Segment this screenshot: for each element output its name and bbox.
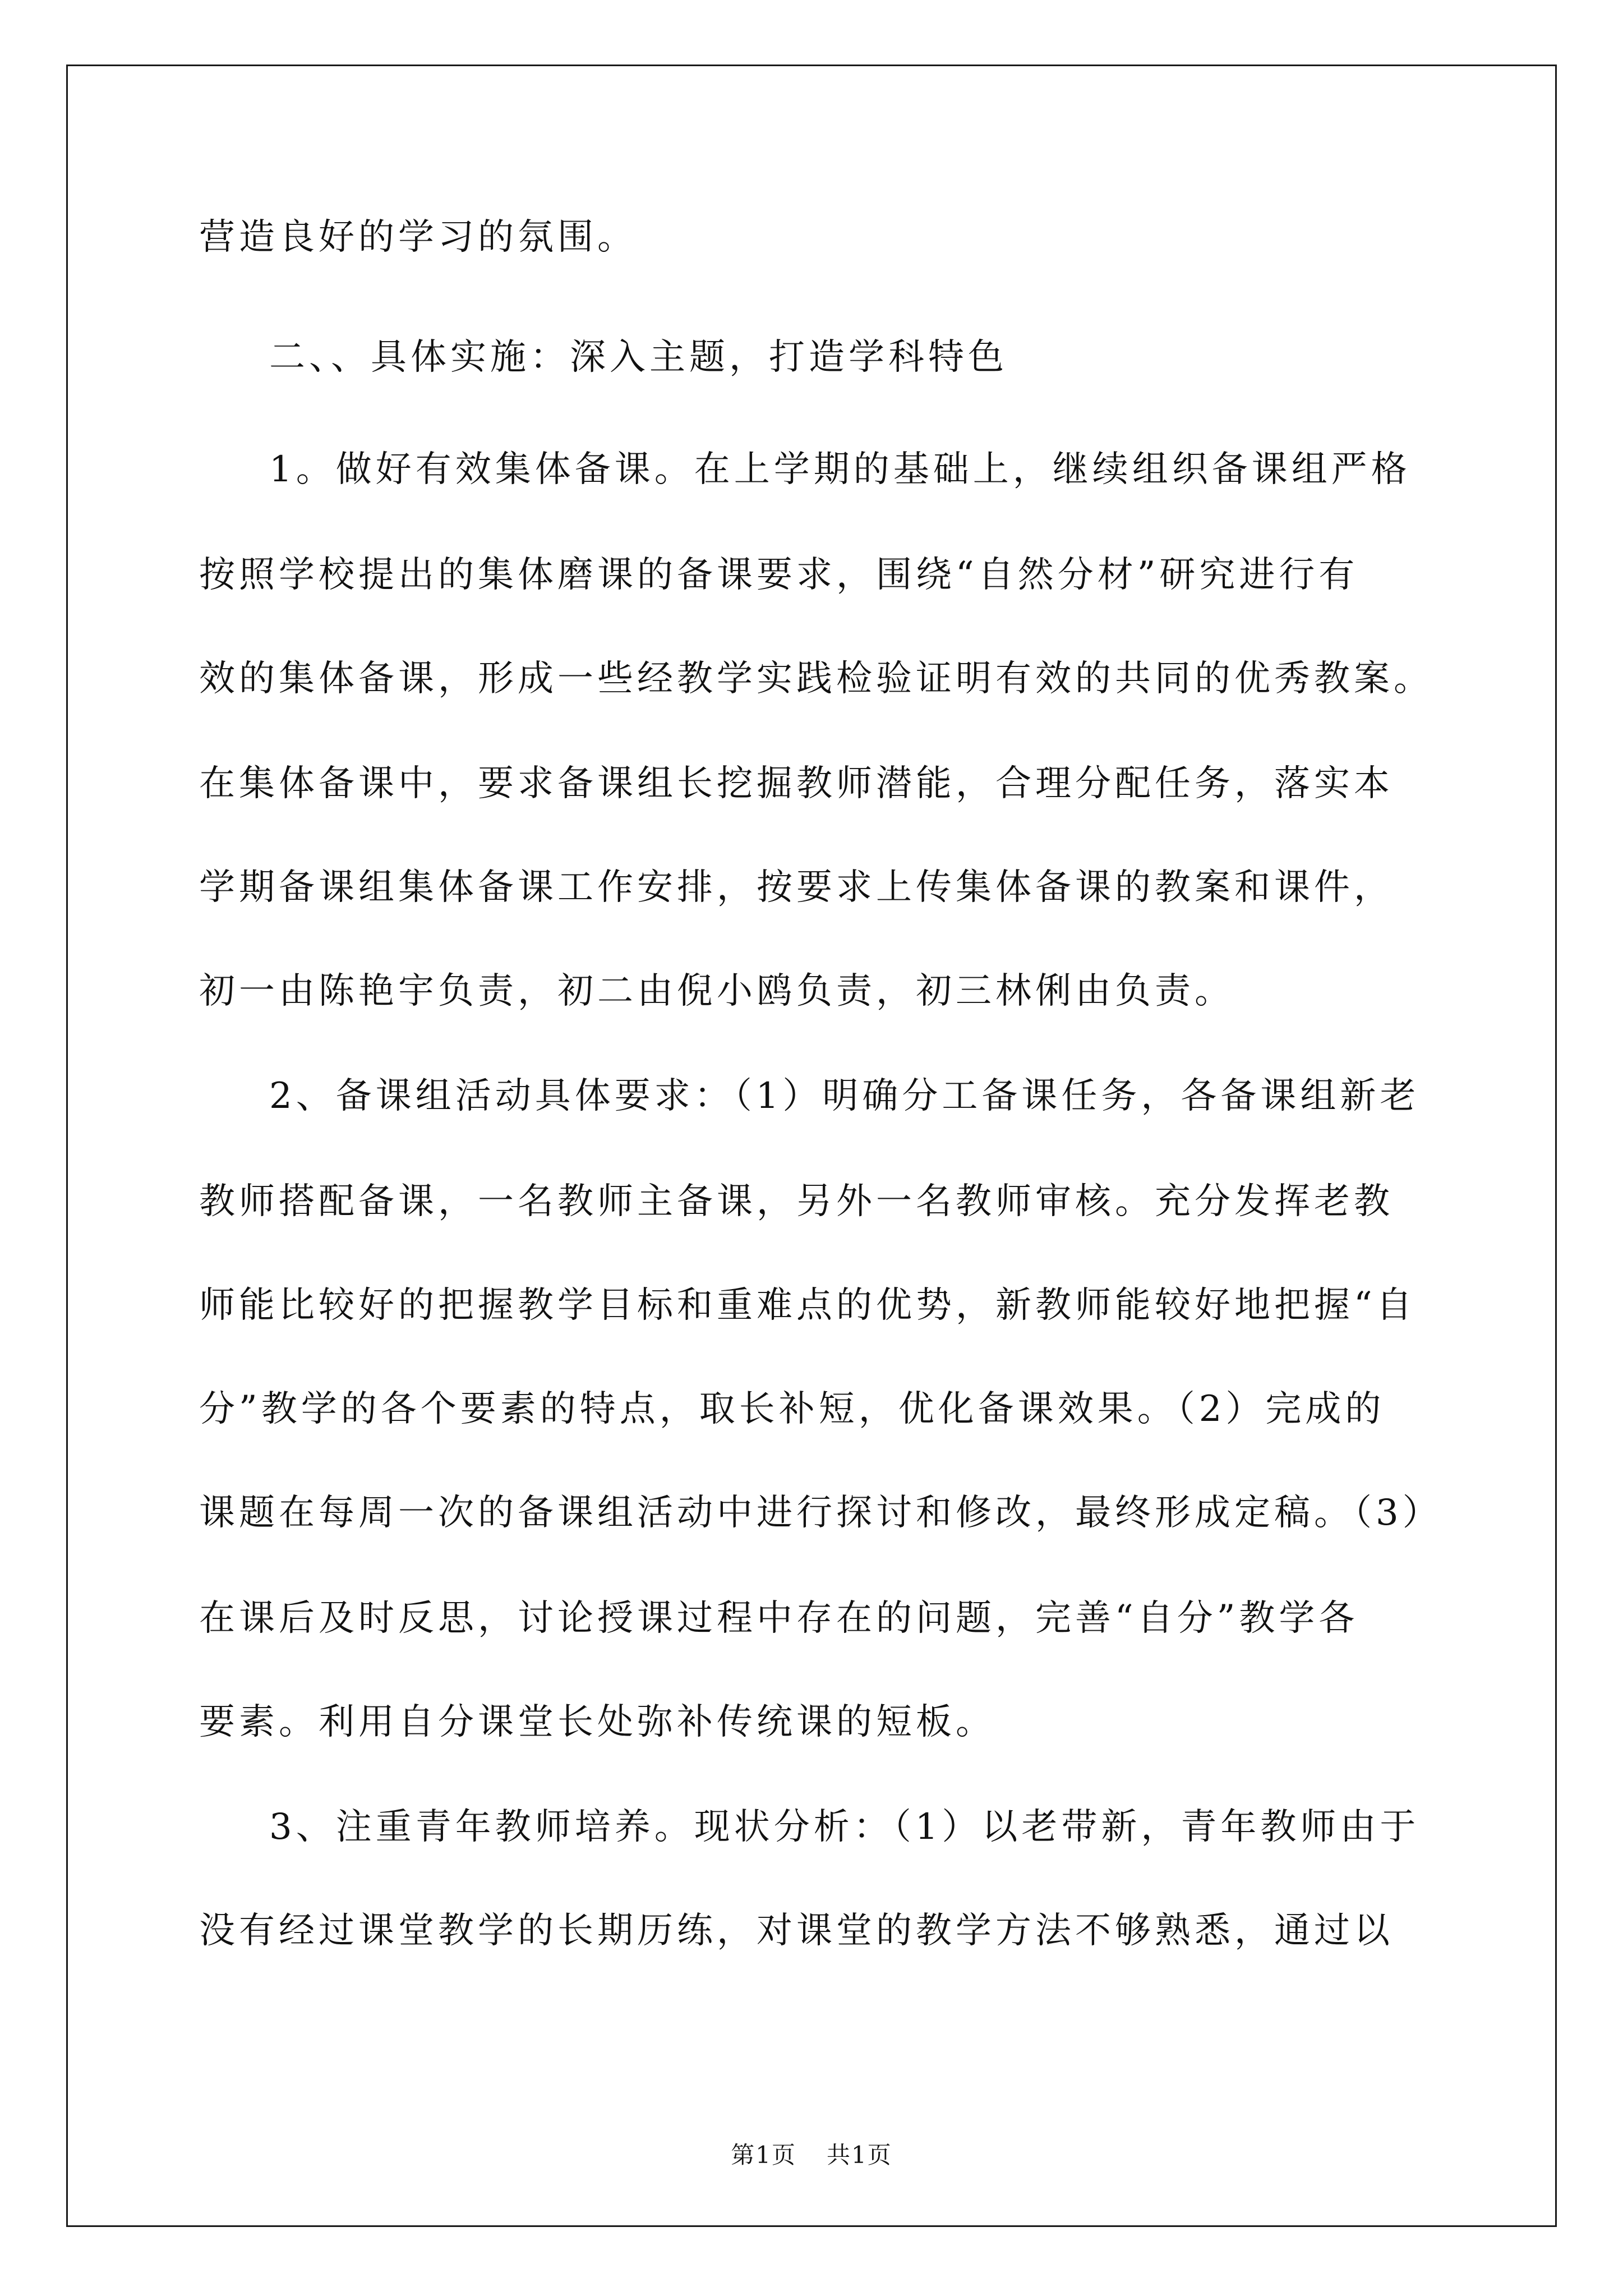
- page-border: [66, 65, 1557, 2227]
- text-line: 师能比较好的把握教学目标和重难点的优势，新教师能较好地把握“自: [199, 1285, 1416, 1326]
- text-line: 在课后及时反思，讨论授课过程中存在的问题，完善“自分”教学各: [199, 1598, 1359, 1639]
- text-line: 初一由陈艳宇负责，初二由倪小鸥负责，初三林俐由负责。: [199, 970, 1234, 1012]
- text-line: 要素。利用自分课堂长处弥补传统课的短板。: [199, 1701, 995, 1743]
- text-line: 分”教学的各个要素的特点，取长补短，优化备课效果。（2）完成的: [199, 1388, 1385, 1430]
- text-line: 效的集体备课，形成一些经教学实践检验证明有效的共同的优秀教案。: [199, 658, 1433, 700]
- text-line: 没有经过课堂教学的长期历练，对课堂的教学方法不够熟悉，通过以: [199, 1910, 1394, 1952]
- text-line: 2、备课组活动具体要求：（1）明确分工备课任务，各备课组新老: [269, 1075, 1420, 1117]
- text-line: 在集体备课中，要求备课组长挖掘教师潜能，合理分配任务，落实本: [199, 763, 1394, 804]
- page-total: 共1页: [827, 2141, 892, 2169]
- text-line: 3、注重青年教师培养。现状分析：（1）以老带新，青年教师由于: [269, 1806, 1420, 1848]
- page-number: 第1页: [731, 2141, 796, 2169]
- text-line: 按照学校提出的集体磨课的备课要求，围绕“自然分材”研究进行有: [199, 554, 1359, 596]
- text-line: 学期备课组集体备课工作安排，按要求上传集体备课的教案和课件，: [199, 867, 1394, 908]
- page-footer: [0, 2138, 1623, 2172]
- section-heading: 二、、具体实施：深入主题，打造学科特色: [269, 337, 1008, 378]
- text-line: 课题在每周一次的备课组活动中进行探讨和修改，最终形成定稿。（3）: [199, 1492, 1442, 1534]
- text-line: 1。做好有效集体备课。在上学期的基础上，继续组织备课组严格: [269, 449, 1411, 490]
- text-line: 营造良好的学习的氛围。: [199, 217, 637, 258]
- text-line: 教师搭配备课，一名教师主备课，另外一名教师审核。充分发挥老教: [199, 1181, 1394, 1222]
